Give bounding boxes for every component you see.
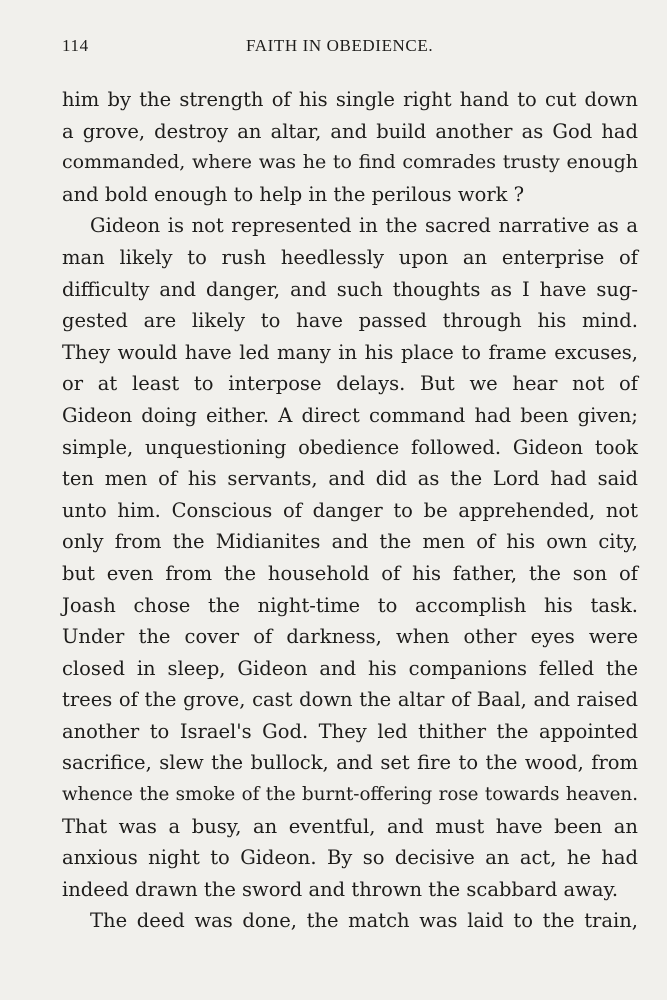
text-line: or at least to interpose delays. But we hear not of: [62, 372, 638, 396]
text-line: Joash chose the night-time to accomplish his task.: [62, 593, 638, 617]
text-line: gested are likely to have passed through his mind.: [62, 309, 638, 333]
text-line: a grove, destroy an altar, and build another as God had: [62, 119, 638, 143]
text-line: another to Israel's God. They led thither the appointed: [62, 719, 638, 743]
text-line: whence the smoke of the burnt-offering rose towards heaven.: [62, 784, 638, 806]
page-number: 114: [62, 36, 89, 55]
text-line: That was a busy, an eventful, and must have been an: [62, 814, 638, 838]
text-line: but even from the household of his father, the son of: [62, 561, 638, 585]
page-header: [62, 36, 637, 60]
text-line: only from the Midianites and the men of his own city,: [62, 530, 638, 554]
text-line: him by the strength of his single right hand to cut down: [62, 88, 638, 111]
text-line: trees of the grove, cast down the altar of Baal, and raised: [62, 688, 638, 712]
text-line: Under the cover of darkness, when other eyes were: [62, 625, 638, 649]
text-line: Gideon doing either. A direct command had been given;: [62, 403, 638, 427]
text-line: unto him. Conscious of danger to be apprehended, not: [62, 498, 638, 522]
text-line: ten men of his servants, and did as the Lord had said: [62, 467, 638, 491]
text-line: simple, unquestioning obedience followed. Gideon took: [62, 435, 638, 459]
text-line: sacrifice, slew the bullock, and set fire to the wood, from: [62, 751, 638, 775]
running-head: FAITH IN OBEDIENCE.: [246, 36, 434, 55]
paragraph-start-line: Gideon is not represented in the sacred narrative as a: [90, 214, 638, 238]
text-line: man likely to rush heedlessly upon an enterprise of: [62, 245, 638, 269]
paragraph-start-line: The deed was done, the match was laid to the train,: [90, 909, 638, 933]
text-line: indeed drawn the sword and thrown the scabbard away.: [62, 877, 619, 901]
body-text: [62, 84, 638, 937]
text-line: closed in sleep, Gideon and his companions felled the: [62, 656, 638, 680]
text-line: difficulty and danger, and such thoughts as I have sug-: [62, 277, 638, 301]
text-line: and bold enough to help in the perilous work ?: [62, 182, 525, 206]
text-line: They would have led many in his place to frame excuses,: [62, 340, 638, 364]
text-line: commanded, where was he to find comrades trusty enough: [62, 151, 638, 174]
text-line: anxious night to Gideon. By so decisive an act, he had: [62, 846, 638, 870]
